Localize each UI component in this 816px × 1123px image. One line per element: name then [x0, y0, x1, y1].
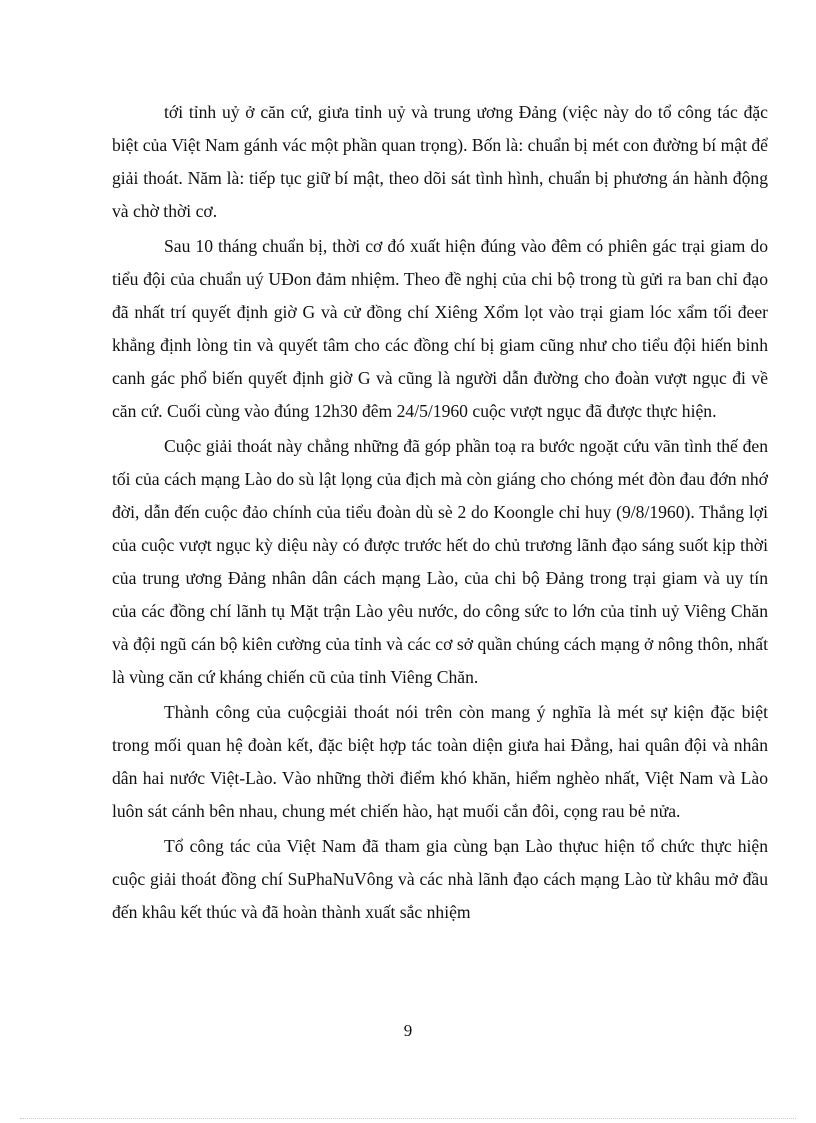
body-text [112, 96, 768, 931]
page-number: 9 [403, 1021, 413, 1040]
paragraph-4: Thành công của cuộcgiải thoát nói trên còn mang ý nghĩa là mét sự kiện đặc biệt trong mối quan hệ đoàn kết, đặc biệt hợp tác toàn diện giưa hai Đẳng, hai quân đội và nhân dân hai nước Việt-Lào. Vào những thời điểm khó khăn, hiểm nghèo nhất, Việt Nam và Lào luôn sát cánh bên nhau, chung mét chiến hào, hạt muối cắn đôi, cọng rau bẻ nửa. [112, 702, 768, 821]
paragraph-2: Sau 10 tháng chuẩn bị, thời cơ đó xuất hiện đúng vào đêm có phiên gác trại giam do tiểu đội của chuẩn uý UĐon đảm nhiệm. Theo đề nghị của chi bộ trong tù gửi ra ban chỉ đạo đã nhất trí quyết định giờ G và cử đồng chí Xiêng Xổm lọt vào trại giam lóc xẩm tối đeer khẳng định lòng tin và quyết tâm cho các đồng chí bị giam cũng như cho tiểu đội hiến binh canh gác phổ biến quyết định giờ G và cũng là người dẫn đường cho đoàn vượt ngục đi về căn cứ. Cuối cùng vào đúng 12h30 đêm 24/5/1960 cuộc vượt ngục đã được thực hiện. [112, 236, 768, 421]
paragraph-5: Tổ công tác của Việt Nam đã tham gia cùng bạn Lào thựuc hiện tổ chức thực hiện cuộc giải thoát đồng chí SuPhaNuVông và các nhà lãnh đạo cách mạng Lào từ khâu mở đầu đến khâu kết thúc và đã hoàn thành xuất sắc nhiệm [112, 836, 768, 922]
paragraph-3: Cuộc giải thoát này chẳng những đã góp phần toạ ra bước ngoặt cứu vãn tình thế đen tối của cách mạng Lào do sù lật lọng của địch mà còn giáng cho chóng mét đòn đau đớn nhớ đời, dẫn đến cuộc đảo chính của tiểu đoàn dù sè 2 do Koongle chỉ huy (9/8/1960). Thắng lợi của cuộc vượt ngục kỳ diệu này có được trước hết do chủ trương lãnh đạo sáng suốt kịp thời của trung ương Đảng nhân dân cách mạng Lào, của chi bộ Đảng trong trại giam và uy tín của các đồng chí lãnh tụ Mặt trận Lào yêu nước, do công sức to lớn của tỉnh uỷ Viêng Chăn và đội ngũ cán bộ kiên cường của tỉnh và các cơ sở quần chúng cách mạng ở nông thôn, nhất là vùng căn cứ kháng chiến cũ của tỉnh Viêng Chăn. [112, 436, 768, 687]
paragraph-1: tới tỉnh uỷ ở căn cứ, giưa tỉnh uỷ và trung ương Đảng (việc này do tổ công tác đặc biệt của Việt Nam gánh vác một phần quan trọng). Bốn là: chuẩn bị mét con đường bí mật để giải thoát. Năm là: tiếp tục giữ bí mật, theo dõi sát tình hình, chuẩn bị phương án hành động và chờ thời cơ. [112, 102, 768, 221]
page-bottom-divider [20, 1118, 796, 1119]
